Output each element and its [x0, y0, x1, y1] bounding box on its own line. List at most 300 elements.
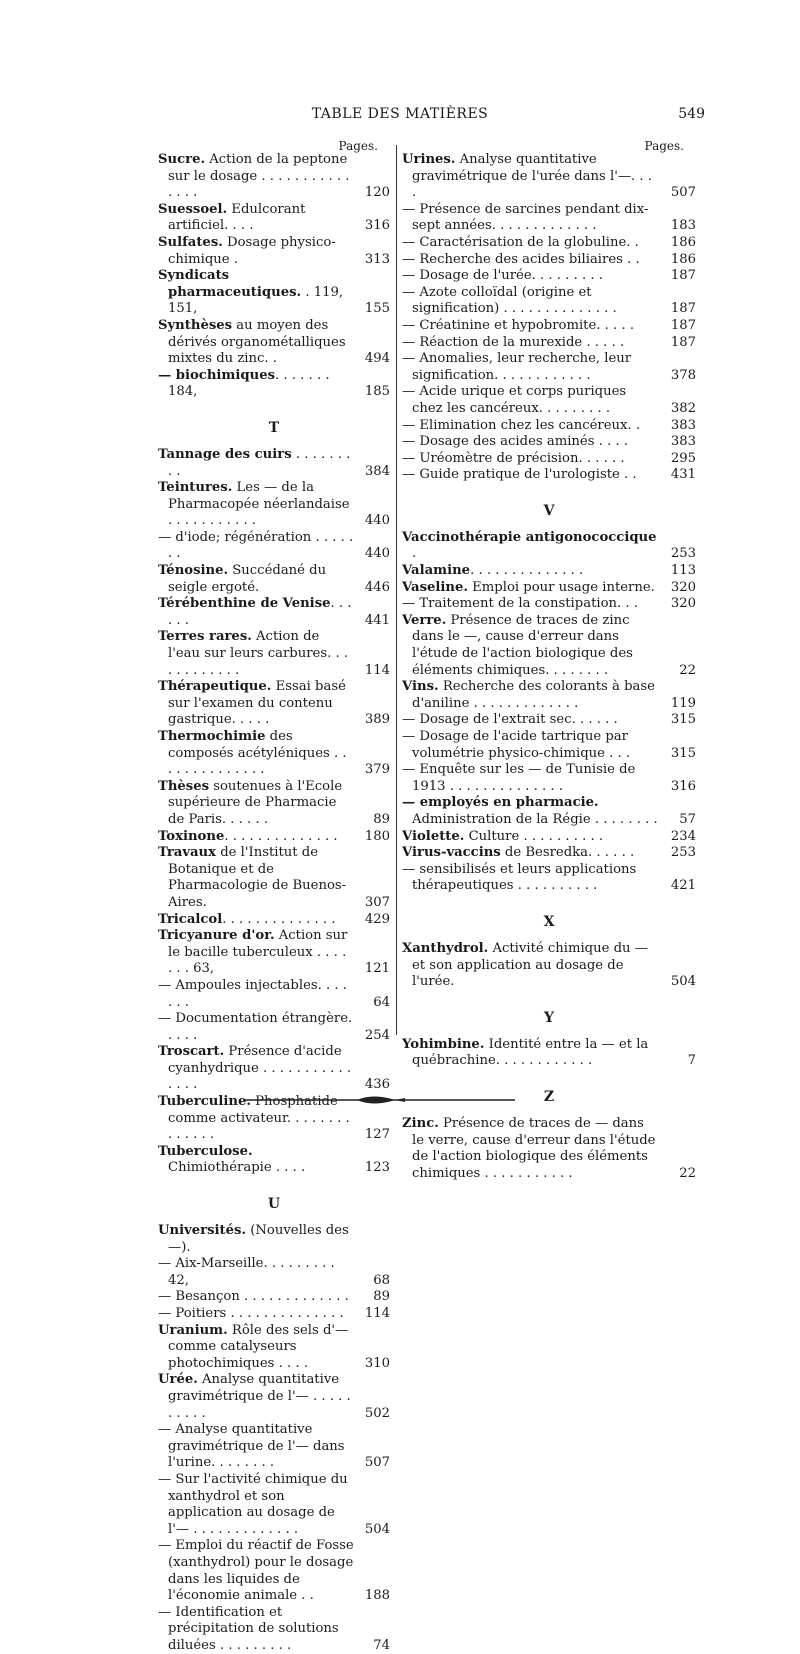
- entry-text: [158, 480, 354, 530]
- entry-page-number: 446: [364, 579, 390, 595]
- entry-page-number: 310: [364, 1355, 390, 1371]
- entry-keyword: Vins.: [402, 679, 439, 695]
- index-entry: [158, 1044, 390, 1094]
- entry-description: — Aix-Marseille. . . . . . . . . 42,: [158, 1256, 335, 1288]
- entry-text: [402, 845, 660, 862]
- entry-keyword: Teintures.: [158, 480, 233, 496]
- entry-page-number: 254: [364, 1027, 390, 1043]
- entry-description: — Traitement de la constipation. . .: [402, 596, 638, 612]
- entry-page-number: 187: [670, 334, 696, 350]
- index-entry: [402, 152, 696, 202]
- entry-description: au moyen des dérivés organométalliques mixtes du zinc. .: [168, 317, 346, 367]
- entry-text: [402, 318, 660, 335]
- entry-text: [158, 912, 354, 929]
- index-entry: [402, 613, 696, 679]
- entry-page-number: 22: [679, 662, 696, 678]
- index-entry: [402, 451, 696, 468]
- index-entry: [402, 596, 696, 613]
- entry-page-number: 383: [670, 434, 696, 450]
- entry-page-number: 22: [679, 1165, 696, 1181]
- entry-text: [158, 1323, 354, 1373]
- entry-text: [402, 418, 660, 435]
- entry-description: .: [412, 546, 417, 562]
- entry-text: [158, 978, 354, 1011]
- index-entry: [402, 252, 696, 269]
- entry-description: . . . . . . . . . . . . . .: [224, 828, 338, 844]
- entry-keyword: Sucre.: [158, 152, 206, 167]
- entry-text: [402, 596, 660, 613]
- index-entry: [158, 530, 390, 563]
- end-ornament: [245, 1092, 515, 1108]
- page-header: [0, 106, 800, 126]
- entry-page-number: 315: [670, 712, 696, 728]
- entry-text: [402, 941, 660, 991]
- index-entry: [402, 351, 696, 384]
- entry-text: [402, 712, 660, 729]
- entry-text: [402, 613, 660, 679]
- entry-description: Rôle des sels d'— comme catalyseurs photochimiques . . . .: [168, 1322, 349, 1371]
- entry-keyword: — employés en pharmacie.: [402, 795, 599, 811]
- entry-keyword: Thérapeutique.: [158, 679, 272, 695]
- entry-description: Activité chimique du — et son application au dosage de l'urée.: [412, 940, 648, 990]
- entry-page-number: 307: [364, 894, 390, 910]
- entry-text: [158, 1605, 354, 1654]
- entry-description: . . . . . . . . . . . . . .: [222, 911, 336, 927]
- entry-description: de Besredka. . . . . .: [500, 845, 635, 861]
- entry-description: — Acide urique et corps puriques chez les cancéreux. . . . . . . . .: [402, 384, 627, 416]
- entry-description: Administration de la Régie . . . . . . . .: [412, 811, 658, 827]
- entry-text: [402, 152, 660, 202]
- index-entry: [158, 1323, 390, 1373]
- index-entry: [158, 235, 390, 268]
- entry-page-number: 378: [670, 367, 696, 383]
- entry-page-number: 120: [364, 185, 390, 201]
- index-entry: [402, 829, 696, 846]
- entry-description: — Créatinine et hypobromite. . . . .: [402, 317, 635, 333]
- entry-keyword: Virus-vaccins: [402, 845, 501, 861]
- entry-text: [158, 779, 354, 829]
- entry-description: — Dosage des acides aminés . . . .: [402, 434, 629, 450]
- entry-description: — Présence de sarcines pendant dix-sept années. . . . . . . . . . . . .: [402, 201, 649, 234]
- column-divider: [396, 145, 397, 1035]
- entry-text: [158, 1289, 354, 1306]
- entry-description: — Guide pratique de l'urologiste . .: [402, 467, 637, 483]
- entry-keyword: Universités.: [158, 1223, 247, 1239]
- entry-description: — Poitiers . . . . . . . . . . . . . .: [158, 1306, 344, 1321]
- entry-text: [158, 235, 354, 268]
- entry-text: [158, 1472, 354, 1538]
- entry-keyword: Ténosine.: [158, 563, 229, 579]
- index-entry: [158, 152, 390, 202]
- entry-description: Emploi pour usage interne.: [467, 579, 655, 595]
- entry-page-number: 494: [364, 351, 390, 367]
- entry-page-number: 315: [670, 745, 696, 761]
- entry-description: . . . . . . . . . . . . . .: [470, 563, 584, 579]
- entries-s: [158, 152, 390, 401]
- entry-page-number: 429: [364, 911, 390, 927]
- entry-keyword: Urines.: [402, 152, 456, 167]
- entry-page-number: 507: [364, 1455, 390, 1471]
- entry-text: [158, 1044, 354, 1094]
- entry-description: Essai basé sur l'examen du contenu gastrique. . . . .: [168, 679, 346, 728]
- entry-description: Les — de la Pharmacopée néerlandaise . . . . . . . . . . .: [168, 480, 350, 529]
- index-entry: [158, 1605, 390, 1654]
- entries-x: [402, 941, 696, 991]
- entry-page-number: 123: [364, 1160, 390, 1176]
- entry-description: des composés acétyléniques . . . . . . . . . . . . . .: [168, 729, 347, 778]
- entry-text: [158, 447, 354, 480]
- entry-text: [402, 1116, 660, 1182]
- entry-page-number: 113: [670, 563, 696, 579]
- entry-keyword: Vaseline.: [402, 579, 468, 595]
- entry-keyword: Tricalcol: [158, 911, 223, 927]
- entry-description: Identité entre la — et la québrachine. . . . . . . . . . . .: [412, 1036, 649, 1069]
- index-entry: [402, 1116, 696, 1182]
- index-entry: [402, 845, 696, 862]
- entry-page-number: 187: [670, 317, 696, 333]
- entry-text: [402, 862, 660, 895]
- section-heading-x: X: [543, 913, 555, 930]
- entry-text: [158, 928, 354, 978]
- entry-description: — Emploi du réactif de Fosse (xanthydrol) pour le dosage dans les liquides de l'économie animale . .: [158, 1538, 354, 1604]
- entry-description: Présence d'acide cyanhydrique . . . . . . . . . . . . . . .: [168, 1044, 352, 1093]
- entry-text: [402, 235, 660, 252]
- entry-page-number: 57: [679, 811, 696, 827]
- entry-text: [402, 580, 660, 597]
- index-entry: [158, 1422, 390, 1472]
- entry-text: [158, 530, 354, 563]
- index-entry: [158, 912, 390, 929]
- entry-page-number: 188: [364, 1588, 390, 1604]
- entry-text: [158, 596, 354, 629]
- pages-label-right: Pages.: [644, 139, 684, 153]
- entry-page-number: 389: [364, 712, 390, 728]
- entry-keyword: Uranium.: [158, 1322, 228, 1338]
- entry-description: soutenues à l'Ecole supérieure de Pharmacie de Paris. . . . . .: [168, 778, 343, 827]
- entry-page-number: 114: [364, 1306, 390, 1321]
- entry-page-number: 114: [364, 662, 390, 678]
- entry-page-number: 253: [670, 546, 696, 562]
- entry-text: [158, 829, 354, 846]
- entry-text: [158, 629, 354, 679]
- entry-description: — Documentation étrangère. . . . .: [158, 1011, 353, 1043]
- entry-page-number: 436: [364, 1077, 390, 1093]
- entry-page-number: 187: [670, 268, 696, 284]
- entry-page-number: 316: [670, 778, 696, 794]
- entry-description: Recherche des colorants à base d'aniline . . . . . . . . . . . . .: [412, 679, 655, 711]
- entries-v: [402, 530, 696, 895]
- entry-description: Analyse quantitative gravimétrique de l'urée dans l'—. . . .: [412, 152, 652, 201]
- entry-page-number: 68: [373, 1272, 390, 1288]
- index-entry: [402, 1037, 696, 1070]
- index-entry: [158, 845, 390, 911]
- entry-description: Action sur le bacille tuberculeux . . . . . . . 63,: [168, 928, 348, 977]
- index-entry: [158, 629, 390, 679]
- entry-text: [402, 679, 660, 712]
- section-heading-u: U: [267, 1196, 281, 1213]
- index-entry: [158, 1289, 390, 1306]
- entry-text: [158, 368, 354, 401]
- entry-page-number: 119: [670, 695, 696, 711]
- index-entry: [402, 762, 696, 795]
- entry-page-number: 507: [670, 185, 696, 201]
- index-entry: [402, 795, 696, 828]
- entry-keyword: Xanthydrol.: [402, 940, 489, 956]
- entries-u: [158, 1223, 390, 1654]
- entry-description: — Dosage de l'extrait sec. . . . . .: [402, 712, 618, 728]
- right-column: [402, 138, 696, 1182]
- entry-description: — sensibilisés et leurs applications thérapeutiques . . . . . . . . . .: [402, 861, 637, 894]
- entry-page-number: 383: [670, 417, 696, 433]
- entry-description: — Analyse quantitative gravimétrique de l'— dans l'urine. . . . . . . .: [158, 1422, 345, 1471]
- entry-page-number: 183: [670, 218, 696, 234]
- entry-description: Présence de traces de — dans le verre, cause d'erreur dans l'étude de l'action biologique des éléments chimiques . . . . . . . . . . .: [412, 1115, 656, 1181]
- entry-description: Action de la peptone sur le dosage . . . . . . . . . . . . . . .: [168, 152, 350, 201]
- entry-text: [402, 202, 660, 235]
- index-entry: [158, 1144, 390, 1177]
- entry-description: . . . . . .: [168, 596, 352, 628]
- entry-text: [402, 563, 660, 580]
- entry-keyword: Syndicats pharmaceutiques.: [158, 268, 302, 300]
- entry-text: [158, 729, 354, 779]
- section-heading-z: Z: [543, 1088, 555, 1105]
- left-column: [158, 138, 390, 1654]
- index-entry: [158, 1472, 390, 1538]
- entry-page-number: 320: [670, 579, 696, 595]
- entry-keyword: Tricyanure d'or.: [158, 928, 275, 944]
- entry-page-number: 89: [373, 811, 390, 827]
- entry-description: — Identification et précipitation de solutions diluées . . . . . . . . .: [158, 1604, 339, 1653]
- entry-description: — Uréomètre de précision. . . . . .: [402, 450, 625, 466]
- entry-text: [402, 1037, 660, 1070]
- index-entry: [402, 941, 696, 991]
- entry-page-number: 187: [670, 301, 696, 317]
- entry-text: [158, 202, 354, 235]
- entry-text: [402, 829, 660, 846]
- entry-description: Analyse quantitative gravimétrique de l'— . . . . . . . . . .: [168, 1372, 351, 1421]
- entry-description: Succédané du seigle ergoté.: [168, 563, 327, 595]
- entry-page-number: 313: [364, 251, 390, 267]
- index-entry: [402, 712, 696, 729]
- entry-page-number: 186: [670, 251, 696, 267]
- running-title: TABLE DES MATIÈRES: [311, 106, 489, 122]
- index-entry: [158, 1372, 390, 1422]
- entry-description: — Azote colloïdal (origine et signification) . . . . . . . . . . . . . .: [402, 284, 617, 317]
- entry-description: Culture . . . . . . . . . .: [464, 828, 604, 844]
- index-entry: [402, 202, 696, 235]
- entry-text: [402, 384, 660, 417]
- entry-keyword: Valamine: [402, 563, 471, 579]
- pages-label: Pages.: [338, 139, 378, 153]
- index-entry: [158, 480, 390, 530]
- entry-page-number: 180: [364, 828, 390, 844]
- index-entry: [158, 1223, 390, 1256]
- entry-page-number: 185: [364, 384, 390, 400]
- entry-description: — Ampoules injectables. . . . . . .: [158, 977, 347, 1010]
- entry-keyword: Suessoel.: [158, 201, 228, 217]
- entry-page-number: 234: [670, 828, 696, 844]
- entry-page-number: 421: [670, 878, 696, 894]
- entry-page-number: 74: [373, 1637, 390, 1653]
- entry-text: [402, 268, 660, 285]
- entry-keyword: Sulfates.: [158, 234, 223, 250]
- entry-description: — Enquête sur les — de Tunisie de 1913 . . . . . . . . . . . . . .: [402, 762, 636, 794]
- entry-text: [158, 268, 354, 318]
- entry-description: — d'iode; régénération . . . . . . .: [158, 529, 354, 562]
- entry-keyword: Térébenthine de Venise: [158, 596, 331, 612]
- index-entry: [402, 729, 696, 762]
- entry-keyword: Synthèses: [158, 317, 233, 333]
- entry-text: [158, 1422, 354, 1472]
- index-entry: [402, 285, 696, 318]
- entry-page-number: 295: [670, 450, 696, 466]
- entry-keyword: Zinc.: [402, 1115, 439, 1131]
- entry-text: [158, 679, 354, 729]
- index-entry: [158, 729, 390, 779]
- entry-page-number: 89: [373, 1289, 390, 1305]
- entry-page-number: 316: [364, 218, 390, 234]
- entry-description: Action de l'eau sur leurs carbures. . . . . . . . . . . .: [168, 629, 349, 678]
- index-entry: [402, 862, 696, 895]
- entry-description: Phosphatide comme activateur. . . . . . . . . . . . . .: [168, 1094, 350, 1143]
- entry-page-number: 440: [364, 513, 390, 529]
- index-entry: [158, 978, 390, 1011]
- entry-keyword: Troscart.: [158, 1044, 225, 1060]
- entry-page-number: 431: [670, 467, 696, 483]
- entry-text: [158, 1538, 354, 1604]
- entry-keyword: Tuberculine.: [158, 1094, 251, 1110]
- entry-description: — Recherche des acides biliaires . .: [402, 251, 640, 267]
- entry-text: [402, 252, 660, 269]
- entry-page-number: 7: [687, 1053, 696, 1069]
- section-heading-y: Y: [544, 1009, 554, 1026]
- entry-keyword: Toxinone: [158, 828, 225, 844]
- entry-keyword: Thèses: [158, 778, 210, 794]
- index-entry: [158, 679, 390, 729]
- index-entry: [402, 679, 696, 712]
- entry-text: [158, 152, 354, 202]
- entry-text: [158, 1011, 354, 1044]
- entry-text: [158, 1144, 354, 1177]
- entry-text: [158, 1256, 354, 1289]
- index-entry: [402, 434, 696, 451]
- entry-description: — Anomalies, leur recherche, leur signification. . . . . . . . . . . .: [402, 351, 632, 383]
- index-entry: [402, 335, 696, 352]
- entry-text: [158, 845, 354, 911]
- index-entry: [158, 447, 390, 480]
- index-entry: [402, 530, 696, 563]
- entry-keyword: Vaccinothérapie antigonococcique: [402, 529, 657, 545]
- entry-page-number: 379: [364, 762, 390, 778]
- entry-description: . 119, 151,: [168, 284, 344, 317]
- entry-text: [402, 467, 660, 484]
- entry-keyword: Verre.: [402, 612, 447, 628]
- index-entry: [158, 596, 390, 629]
- index-entry: [158, 779, 390, 829]
- entry-description: — Dosage de l'acide tartrique par volumétrie physico-chimique . . .: [402, 729, 631, 761]
- entry-page-number: 441: [364, 612, 390, 628]
- entry-text: [158, 563, 354, 596]
- index-entry: [402, 318, 696, 335]
- entry-page-number: 382: [670, 400, 696, 416]
- entry-description: de l'Institut de Botanique et de Pharmacologie de Buenos-Aires.: [168, 845, 347, 910]
- entry-text: [402, 434, 660, 451]
- entry-text: [402, 795, 660, 828]
- entry-text: [402, 451, 660, 468]
- entry-page-number: 121: [364, 961, 390, 977]
- entry-page-number: 155: [364, 301, 390, 317]
- entry-text: [158, 318, 354, 368]
- entry-description: Présence de traces de zinc dans le —, cause d'erreur dans l'étude de l'action biologique des éléments chimiques. . . . . . . .: [412, 612, 633, 678]
- entry-description: (Nouvelles des —).: [168, 1223, 349, 1255]
- index-entry: [158, 829, 390, 846]
- entry-description: — Elimination chez les cancéreux. .: [402, 417, 641, 433]
- index-entry: [158, 202, 390, 235]
- entry-keyword: Terres rares.: [158, 629, 252, 645]
- entry-text: [402, 530, 660, 563]
- entry-keyword: Tannage des cuirs: [158, 446, 292, 462]
- entry-text: [158, 1372, 354, 1422]
- entry-description: — Réaction de la murexide . . . . .: [402, 334, 625, 350]
- index-entry: [402, 384, 696, 417]
- entry-description: — Caractérisation de la globuline. .: [402, 234, 639, 250]
- index-entry: [402, 467, 696, 484]
- entry-text: [402, 729, 660, 762]
- entry-description: Chimiothérapie . . . .: [168, 1160, 306, 1176]
- entry-keyword: Yohimbine.: [402, 1036, 485, 1052]
- entry-page-number: 127: [364, 1127, 390, 1143]
- entry-keyword: Travaux: [158, 845, 217, 861]
- index-entry: [158, 1306, 390, 1323]
- entry-description: . . . . . . . 184,: [168, 367, 330, 400]
- index-entry: [158, 1538, 390, 1604]
- entry-page-number: 504: [670, 974, 696, 990]
- index-entry: [402, 563, 696, 580]
- section-heading-t: T: [268, 419, 280, 436]
- entry-keyword: — biochimiques: [158, 367, 276, 383]
- entry-page-number: 64: [373, 994, 390, 1010]
- entry-page-number: 440: [364, 546, 390, 562]
- entry-text: [158, 1223, 354, 1256]
- entry-text: [158, 1306, 354, 1323]
- index-entry: [158, 318, 390, 368]
- index-entry: [158, 928, 390, 978]
- entry-keyword: Violette.: [402, 828, 465, 844]
- entry-text: [402, 762, 660, 795]
- index-entry: [158, 1256, 390, 1289]
- index-entry: [402, 235, 696, 252]
- entry-keyword: Tuberculose.: [158, 1143, 253, 1159]
- index-entry: [402, 418, 696, 435]
- entry-description: Edulcorant artificiel. . . .: [168, 201, 306, 234]
- index-entry: [402, 580, 696, 597]
- entries-y: [402, 1037, 696, 1070]
- entry-page-number: 502: [364, 1405, 390, 1421]
- entries-t: [158, 447, 390, 1177]
- entry-description: . . . . . . . . .: [168, 446, 351, 479]
- index-entry: [158, 268, 390, 318]
- entries-z: [402, 1116, 696, 1182]
- entry-description: — Dosage de l'urée. . . . . . . . .: [402, 268, 603, 284]
- entry-description: — Besançon . . . . . . . . . . . . .: [158, 1289, 349, 1305]
- entry-description: Dosage physico-chimique .: [168, 234, 336, 267]
- entry-keyword: Urée.: [158, 1372, 198, 1388]
- entry-text: [402, 351, 660, 384]
- index-entry: [402, 268, 696, 285]
- entry-keyword: Thermochimie: [158, 729, 266, 744]
- index-entry: [158, 1011, 390, 1044]
- entry-page-number: 186: [670, 234, 696, 250]
